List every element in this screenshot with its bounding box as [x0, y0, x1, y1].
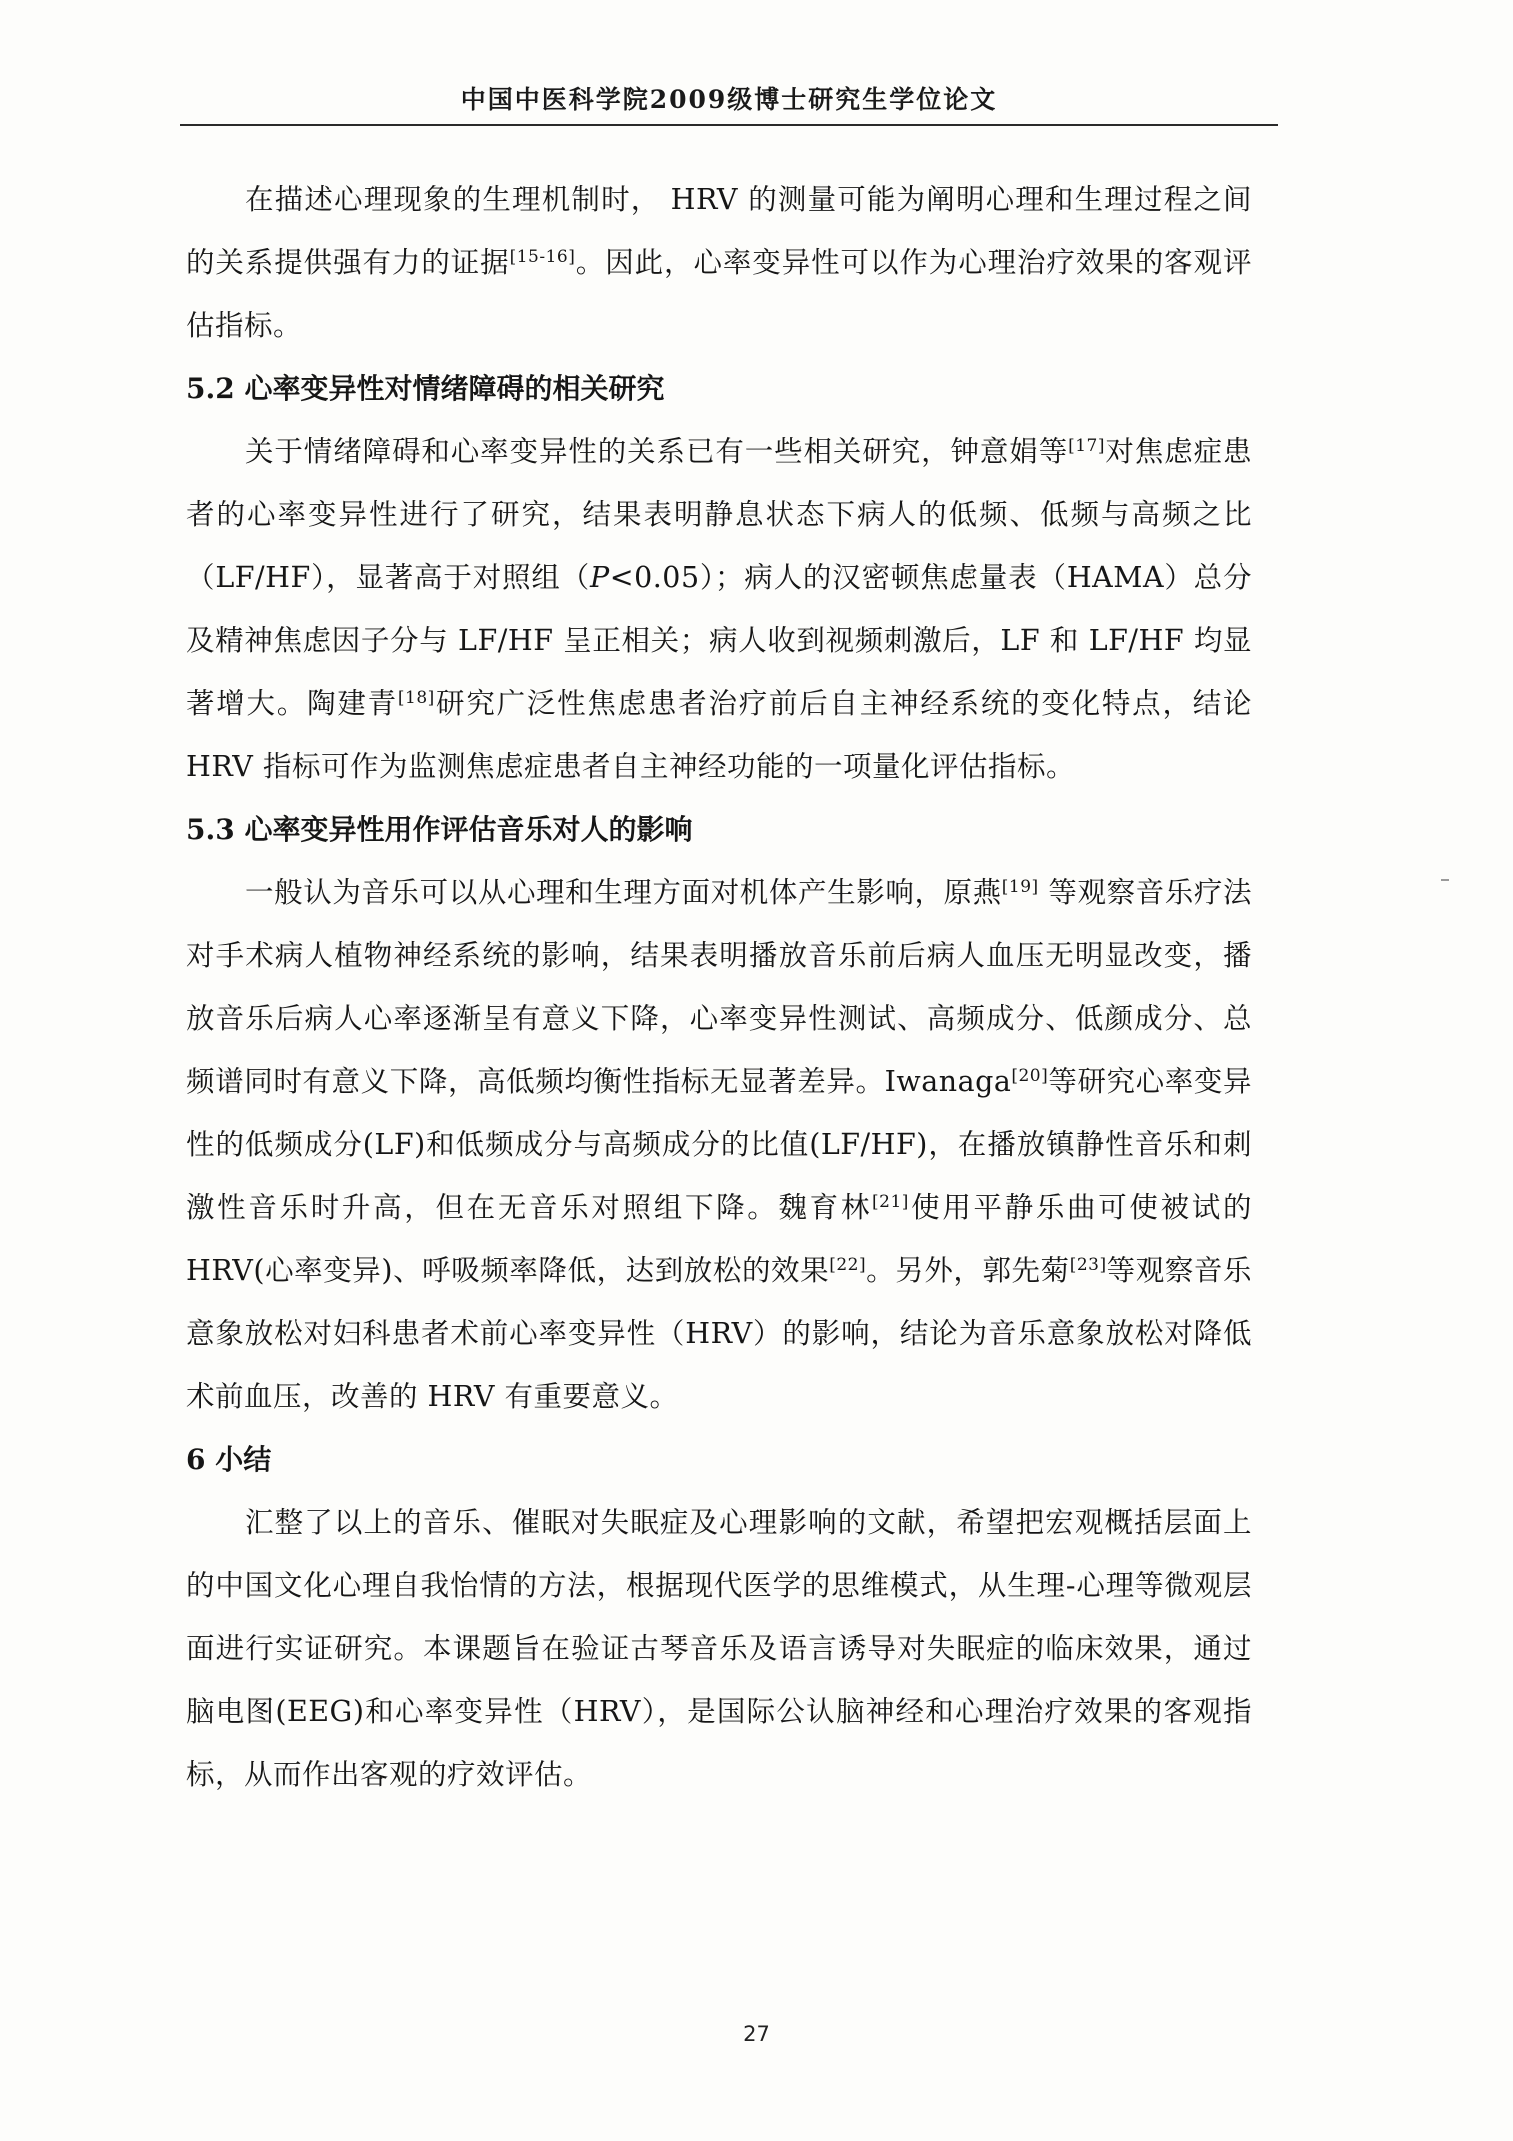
paragraph-text: <0.05）；病人的汉密顿焦虑量表（HAMA）总分及精神焦虑因子分与 LF/HF 呈正相关；病人收到视频刺激后，LF 和 LF/HF 均显著增大。陶建青: [186, 561, 1252, 720]
paragraph-text: 。因此，心率变异性可以作为心理治疗效果的客观评估指标。: [186, 246, 1252, 342]
citation-ref: [23]: [1069, 1255, 1107, 1275]
scan-artifact: [1441, 879, 1449, 881]
paragraph-text: 关于情绪障碍和心率变异性的关系已有一些相关研究，钟意娟等: [245, 435, 1069, 468]
citation-ref: [18]: [397, 688, 435, 708]
page-body: [186, 168, 1252, 1806]
paragraph-text: 对焦虑症患者的心率变异性进行了研究，结果表明静息状态下病人的低频、低频与高频之比（LF/HF），显著高于对照组（: [186, 435, 1252, 594]
header-rule: [180, 124, 1278, 126]
paragraph-text: 使用平静乐曲可使被试的 HRV(心率变异)、呼吸频率降低，达到放松的效果: [186, 1191, 1252, 1287]
paragraph-emotional-disorders: [186, 420, 1252, 798]
citation-ref: [15-16]: [509, 247, 576, 267]
paragraph-text: 。另外，郭先菊: [866, 1254, 1070, 1287]
section-heading-5-2: 5.2 心率变异性对情绪障碍的相关研究: [186, 372, 665, 405]
paragraph-music-effects: [186, 861, 1252, 1428]
page-number: 27: [743, 2022, 770, 2046]
section-heading-6: 6 小结: [186, 1443, 272, 1476]
paragraph-text: 等观察音乐疗法对手术病人植物神经系统的影响，结果表明播放音乐前后病人血压无明显改变，播放音乐后病人心率逐渐呈有意义下降，心率变异性测试、高频成分、低颜成分、总频谱同时有意义下降，高低频均衡性指标无显著差异。Iwanaga: [186, 876, 1252, 1098]
citation-ref: [22]: [829, 1255, 867, 1275]
paragraph-summary: 汇整了以上的音乐、催眠对失眠症及心理影响的文献，希望把宏观概括层面上的中国文化心理自我怡情的方法，根据现代医学的思维模式，从生理-心理等微观层面进行实证研究。本课题旨在验证古琴音乐及语言诱导对失眠症的临床效果，通过脑电图(EEG)和心率变异性（HRV），是国际公认脑神经和心理治疗效果的客观指标，从而作出客观的疗效评估。: [186, 1506, 1252, 1791]
citation-ref: [19]: [1001, 877, 1039, 897]
paragraph-text: 研究广泛性焦虑患者治疗前后自主神经系统的变化特点，结论 HRV 指标可作为监测焦虑症患者自主神经功能的一项量化评估指标。: [186, 687, 1252, 783]
p-value-symbol: P: [590, 561, 610, 594]
paragraph-hrv-evidence: [186, 168, 1252, 357]
citation-ref: [20]: [1011, 1066, 1049, 1086]
paragraph-text: 一般认为音乐可以从心理和生理方面对机体产生影响，原燕: [245, 876, 1002, 909]
citation-ref: [21]: [872, 1192, 909, 1212]
paragraph-text: 等观察音乐意象放松对妇科患者术前心率变异性（HRV）的影响，结论为音乐意象放松对降低术前血压，改善的 HRV 有重要意义。: [186, 1254, 1252, 1413]
section-heading-5-3: 5.3 心率变异性用作评估音乐对人的影响: [186, 813, 693, 846]
paragraph-text: 等研究心率变异性的低频成分(LF)和低频成分与高频成分的比值(LF/HF)，在播放镇静性音乐和刺激性音乐时升高，但在无音乐对照组下降。魏育林: [186, 1065, 1252, 1224]
running-header: 中国中医科学院2009级博士研究生学位论文: [460, 85, 998, 114]
paragraph-text: 在描述心理现象的生理机制时， HRV 的测量可能为阐明心理和生理过程之间的关系提供强有力的证据: [186, 183, 1252, 279]
citation-ref: [17]: [1068, 436, 1105, 456]
